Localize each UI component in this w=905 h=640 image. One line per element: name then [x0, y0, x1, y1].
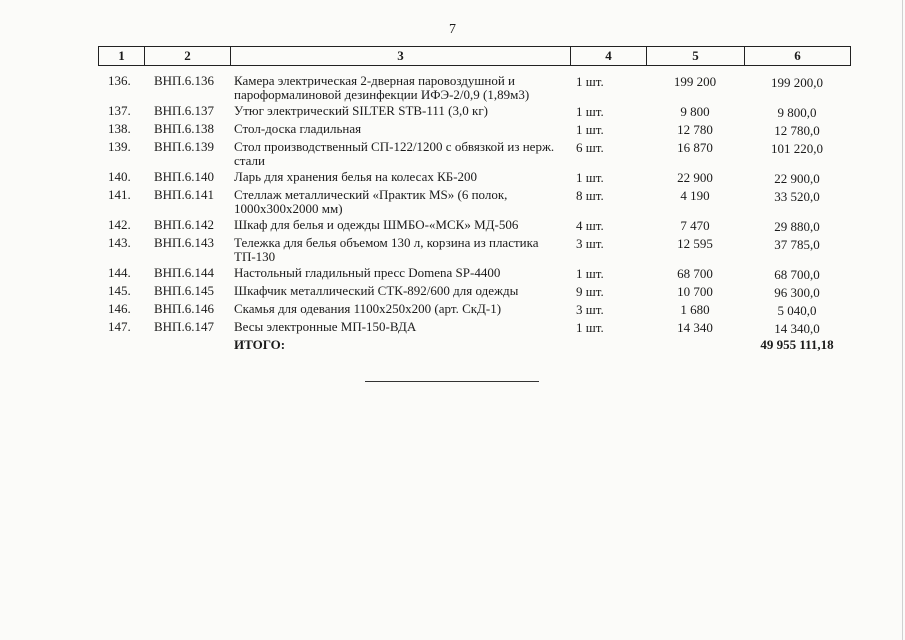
row-price: 14 340: [677, 320, 713, 335]
header-col-1: 1: [99, 47, 145, 66]
row-name: Ларь для хранения белья на колесах КБ-200: [234, 169, 478, 184]
table-row: [98, 284, 850, 300]
row-sum: 96 300,0: [774, 285, 820, 300]
row-quantity: 1 шт.: [576, 170, 604, 185]
row-sum: 29 880,0: [774, 219, 820, 234]
header-col-4: 4: [571, 47, 647, 66]
total-sum: 49 955 111,18: [760, 337, 834, 352]
row-code: ВНП.6.142: [154, 217, 214, 232]
table-row: [98, 140, 850, 168]
row-sum: 33 520,0: [774, 189, 820, 204]
table-header: [98, 46, 851, 66]
row-price: 4 190: [680, 188, 710, 203]
row-quantity: 1 шт.: [576, 74, 604, 89]
row-code: ВНП.6.138: [154, 121, 214, 136]
header-col-3: 3: [231, 47, 571, 66]
row-sum: 12 780,0: [774, 123, 820, 138]
row-number: 142.: [108, 217, 131, 232]
table-row: [98, 218, 850, 234]
row-code: ВНП.6.146: [154, 301, 214, 316]
row-number: 146.: [108, 301, 131, 316]
row-price: 1 680: [680, 302, 710, 317]
row-code: ВНП.6.147: [154, 319, 214, 334]
header-col-6: 6: [745, 47, 851, 66]
row-number: 144.: [108, 265, 131, 280]
table-row: [98, 320, 850, 336]
row-quantity: 1 шт.: [576, 104, 604, 119]
row-number: 138.: [108, 121, 131, 136]
table-row: [98, 236, 850, 264]
row-number: 136.: [108, 73, 131, 88]
row-price: 68 700: [677, 266, 713, 281]
row-name: Настольный гладильный пресс Domena SP-4400: [234, 265, 501, 280]
row-code: ВНП.6.141: [154, 187, 214, 202]
row-price: 10 700: [677, 284, 713, 299]
row-price: 22 900: [677, 170, 713, 185]
total-row: [98, 338, 850, 352]
row-name: Весы электронные МП-150-ВДА: [234, 319, 417, 334]
row-sum: 37 785,0: [774, 237, 820, 252]
row-number: 143.: [108, 235, 131, 250]
table-row: [98, 170, 850, 186]
row-price: 9 800: [680, 104, 710, 119]
table-row: [98, 74, 850, 102]
row-quantity: 1 шт.: [576, 320, 604, 335]
row-sum: 22 900,0: [774, 171, 820, 186]
row-quantity: 1 шт.: [576, 266, 604, 281]
table-body: [98, 74, 850, 336]
row-sum: 101 220,0: [771, 141, 823, 156]
row-number: 139.: [108, 139, 131, 154]
row-number: 147.: [108, 319, 131, 334]
row-quantity: 9 шт.: [576, 284, 604, 299]
table-row: [98, 104, 850, 120]
equipment-table: [98, 46, 850, 354]
row-name: Шкафчик металлический СТК-892/600 для одежды: [234, 283, 519, 298]
row-code: ВНП.6.145: [154, 283, 214, 298]
page-number: 7: [449, 22, 456, 37]
row-sum: 5 040,0: [777, 303, 817, 318]
row-code: ВНП.6.137: [154, 103, 214, 118]
row-quantity: 6 шт.: [576, 140, 604, 155]
row-name: Утюг электрический SILTER STB-111 (3,0 кг): [234, 103, 488, 118]
row-number: 145.: [108, 283, 131, 298]
end-rule: [365, 381, 539, 382]
row-name: Стол производственный СП-122/1200 с обвязкой из нерж. стали: [234, 139, 555, 168]
header-col-2: 2: [145, 47, 231, 66]
row-sum: 199 200,0: [771, 75, 823, 90]
row-quantity: 8 шт.: [576, 188, 604, 203]
row-name: Тележка для белья объемом 130 л, корзина из пластика ТП-130: [234, 235, 539, 264]
table-row: [98, 266, 850, 282]
row-number: 141.: [108, 187, 131, 202]
row-number: 140.: [108, 169, 131, 184]
row-price: 12 780: [677, 122, 713, 137]
row-price: 199 200: [673, 74, 717, 89]
row-name: Стеллаж металлический «Практик MS» (6 полок, 1000х300х2000 мм): [234, 187, 508, 216]
row-code: ВНП.6.144: [154, 265, 214, 280]
row-code: ВНП.6.140: [154, 169, 214, 184]
row-quantity: 1 шт.: [576, 122, 604, 137]
row-quantity: 4 шт.: [576, 218, 604, 233]
table-row: [98, 188, 850, 216]
row-name: Шкаф для белья и одежды ШМБО-«МСК» МД-506: [234, 217, 519, 232]
table-row: [98, 302, 850, 318]
scan-edge: [902, 0, 903, 640]
row-name: Камера электрическая 2-дверная паровоздушной и пароформалиновой дезинфекции ИФЭ-2/0,9 (1,89м3): [234, 73, 530, 102]
row-sum: 68 700,0: [774, 267, 820, 282]
row-sum: 14 340,0: [774, 321, 820, 336]
row-price: 7 470: [680, 218, 710, 233]
row-price: 16 870: [677, 140, 713, 155]
row-sum: 9 800,0: [777, 105, 817, 120]
row-code: ВНП.6.143: [154, 235, 214, 250]
row-name: Стол-доска гладильная: [234, 121, 362, 136]
row-quantity: 3 шт.: [576, 236, 604, 251]
row-number: 137.: [108, 103, 131, 118]
row-code: ВНП.6.139: [154, 139, 214, 154]
row-name: Скамья для одевания 1100х250х200 (арт. СкД-1): [234, 301, 502, 316]
row-price: 12 595: [677, 236, 713, 251]
table-row: [98, 122, 850, 138]
header-col-5: 5: [647, 47, 745, 66]
row-code: ВНП.6.136: [154, 73, 214, 88]
total-label: ИТОГО:: [234, 337, 286, 352]
row-quantity: 3 шт.: [576, 302, 604, 317]
